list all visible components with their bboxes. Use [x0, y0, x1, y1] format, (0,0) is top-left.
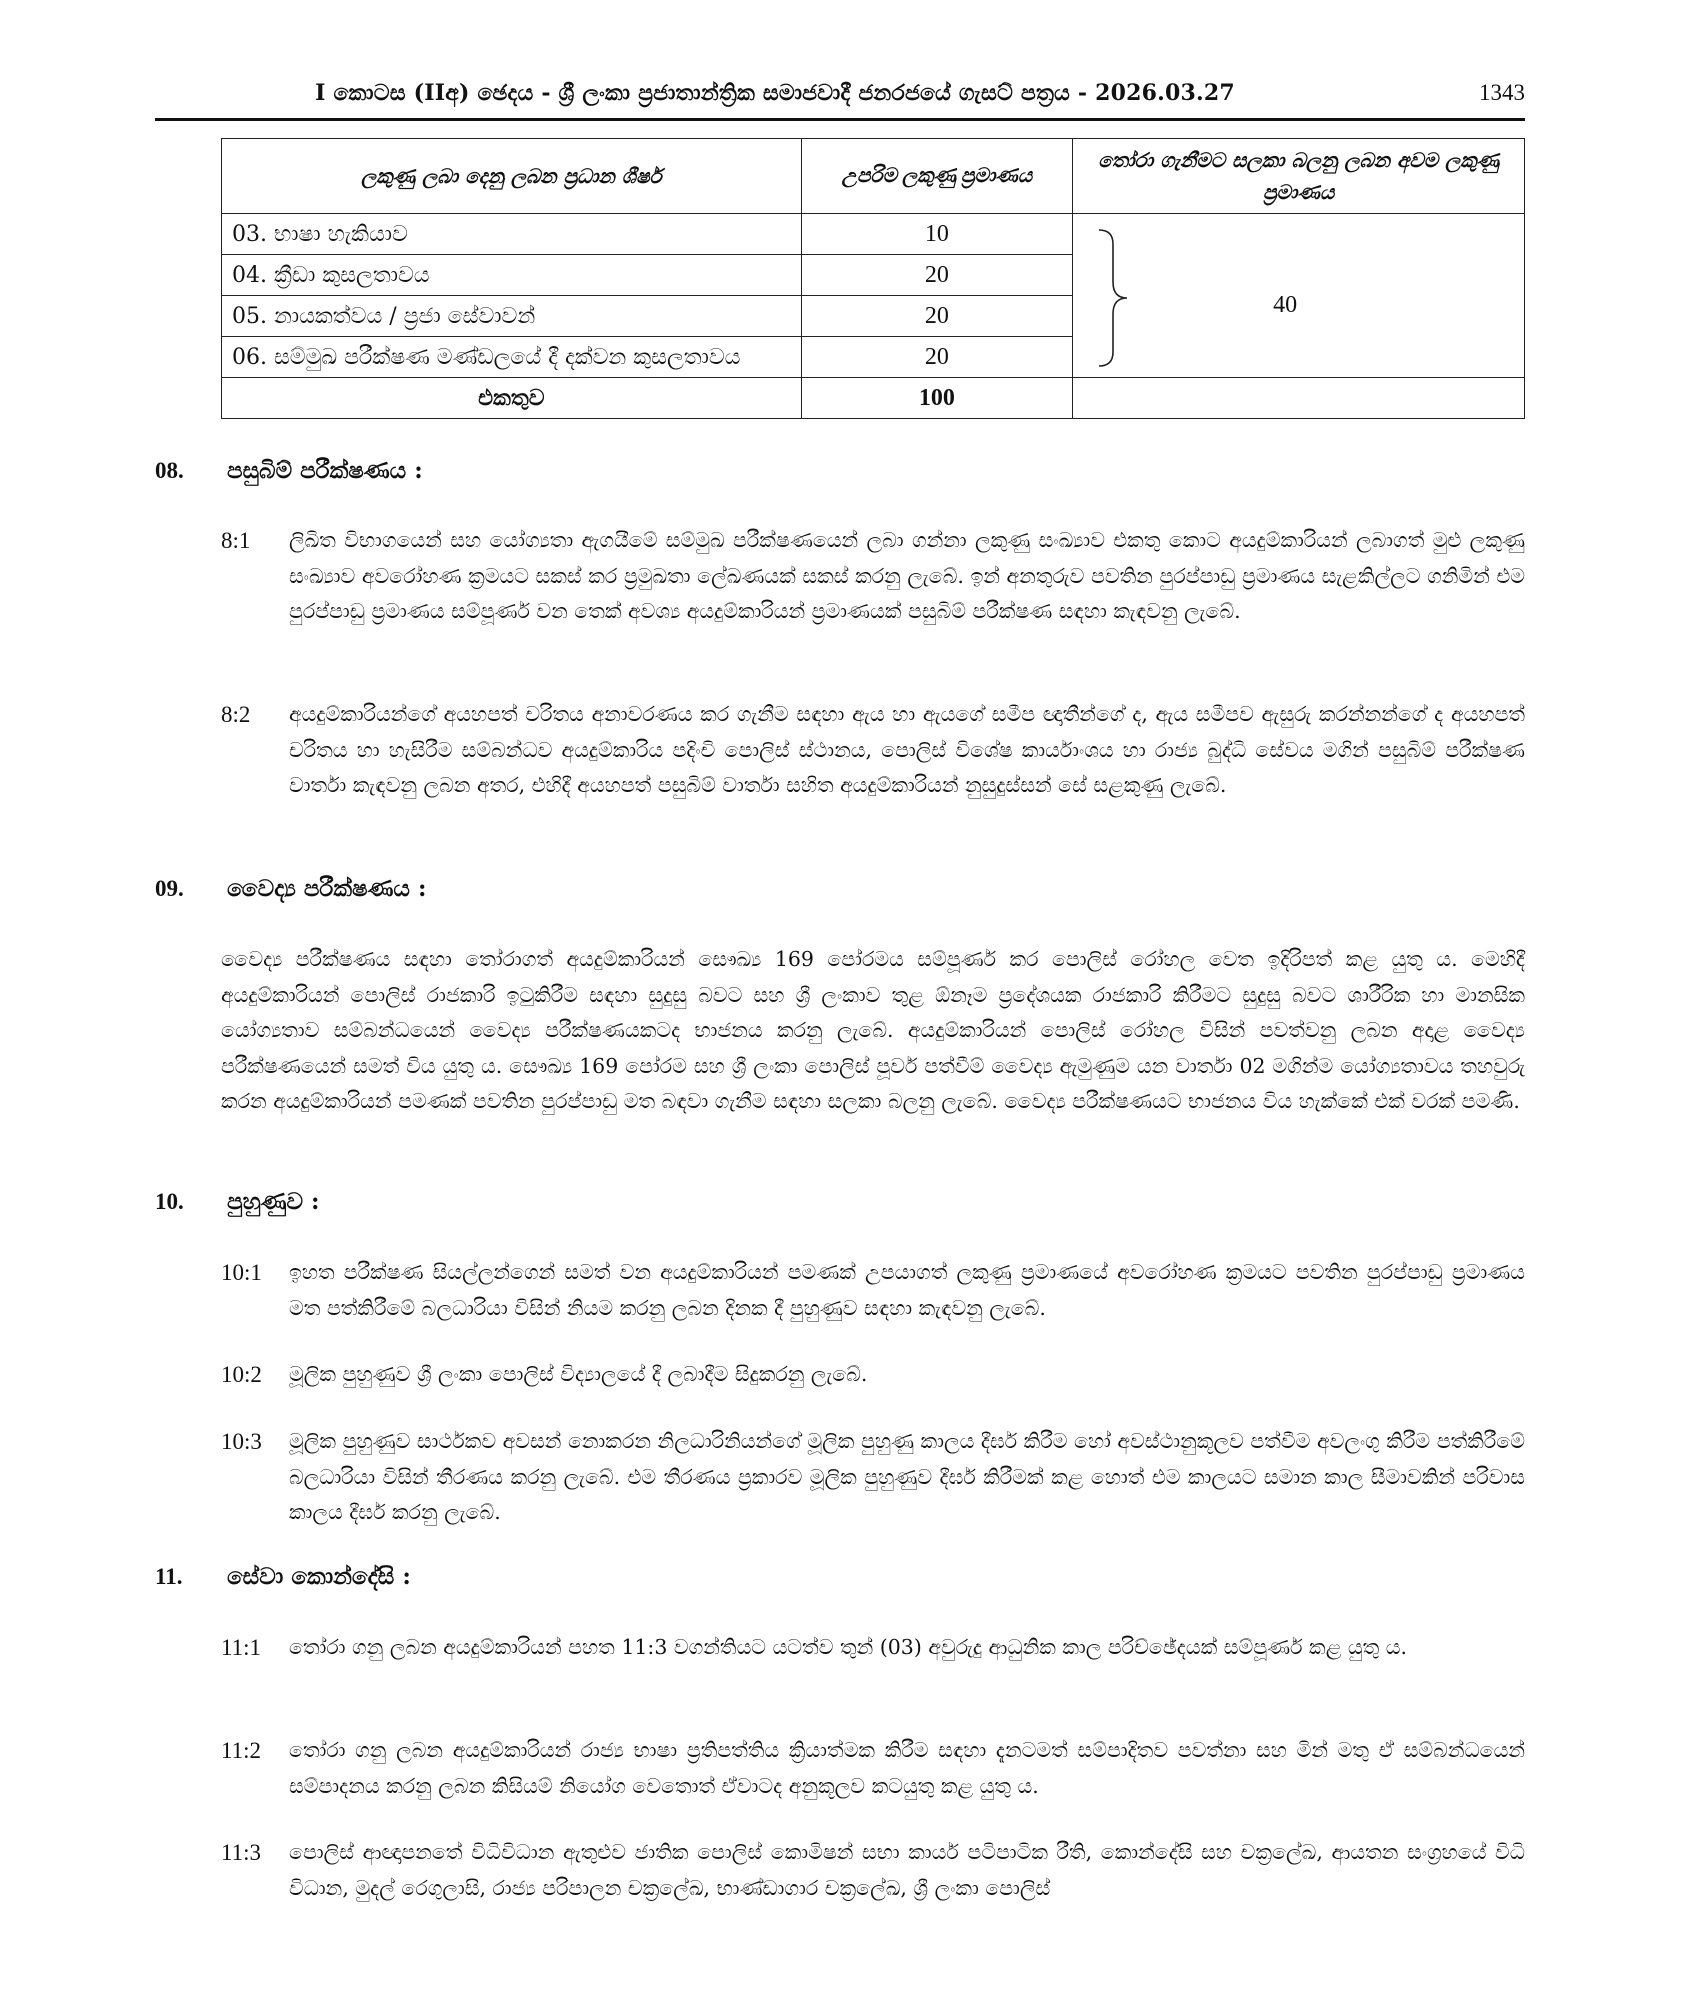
page-number: 1343: [1479, 80, 1525, 105]
row-label: 04. ක්‍රීඩා කුසලතාවය: [222, 255, 802, 296]
clause-text: ඉහත පරීක්ෂණ සියල්ලන්ගෙන් සමත් වන අයදුම්කාරියන් පමණක් උපයාගත් ලකුණු ප්‍රමාණයේ අවරෝහණ ක්‍රමයට පවතින පුරප්පාඩු ප්‍රමාණය මත පත්කිරීමේ බලධාරියා විසින් නියම කරනු ලබන දිනක දී පුහුණුව සඳහා කැඳවනු ලැබේ.: [289, 1260, 1525, 1320]
row-max: 20: [801, 255, 1072, 296]
section-title: පසුබිම් පරීක්ෂණය :: [227, 457, 423, 484]
clause-number: 10:2: [221, 1362, 262, 1387]
section-number: 08.: [155, 458, 184, 483]
col-header-min-marks: තෝරා ගැනීමට සලකා බලනු ලබන අවම ලකුණු ප්‍රමාණය: [1073, 139, 1525, 214]
row-max: 20: [801, 296, 1072, 337]
min-marks-value: 40: [1273, 292, 1298, 318]
section-number: 10.: [155, 1189, 184, 1214]
clause-text: තෝරා ගනු ලබන අයදුම්කාරියන් පහත 11:3 වගන්තියට යටත්ව තුන් (03) අවුරුදු ආධුනික කාල පරිච්ඡේදයක් සම්පූර්ණ කළ යුතු ය.: [289, 1635, 1408, 1659]
section-heading-09: [155, 875, 426, 902]
total-value: 100: [801, 378, 1072, 419]
col-header-criteria: ලකුණු ලබා දෙනු ලබන ප්‍රධාන ශීර්ෂ: [222, 139, 802, 214]
clause-text: අයදුම්කාරියන්ගේ අයහපත් චරිතය අනාවරණය කර ගැනීම සඳහා ඇය හා ඇයගේ සමීප ඥාතීන්ගේ ද, ඇය සමීපව ඇසුරු කරන්නන්ගේ ද අයහපත් චරිතය හා හැසිරීම සම්බන්ධව අයදුම්කාරිය පදිංචි පොලිස් ස්ථානය, පොලිස් විශේෂ කාර්යාංශය හා රාජ්‍ය බුද්ධි සේවය මගින් පසුබිම් පරීක්ෂණ වාර්තා කැඳවනු ලබන අතර, එහිදී අයහපත් පසුබිම් වාර්තා සහිත අයදුම්කාරියන් නුසුදුස්සන් සේ සළකුණු ලැබේ.: [289, 702, 1525, 797]
clause-text: පොලිස් ආඥාපනතේ විධිවිධාන ඇතුළුව ජාතික පොලිස් කොමිෂන් සභා කාර්ය පටිපාටික රීති, කොන්දේසි සහ චක්‍රලේඛ, ආයතන සංග්‍රහයේ විධි විධාන, මුදල් රෙගුලාසි, රාජ්‍ය පරිපාලන චක්‍රලේඛ, භාණ්ඩාගාර චක්‍රලේඛ, ශ්‍රී ලංකා පොලිස්: [289, 1840, 1525, 1900]
clause-10-1: [221, 1255, 1525, 1326]
table-total-row: [222, 378, 1525, 419]
total-label: එකතුව: [222, 378, 802, 419]
clause-number: 8:1: [221, 528, 251, 553]
clause-text: ලිඛිත විභාගයෙන් සහ යෝග්‍යතා ඇගයීමේ සම්මුඛ පරීක්ෂණයෙන් ලබා ගන්නා ලකුණු සංඛ්‍යාව එකතු කොට අයදුම්කාරියන් ලබාගත් මුළු ලකුණු සංඛ්‍යාව අවරෝහණ ක්‍රමයට සකස් කර ප්‍රමුඛතා ලේඛණයක් සකස් කරනු ලැබේ. ඉන් අනතුරුව පවතින පුරප්පාඩු ප්‍රමාණය සැළකිල්ලට ගනිමින් එම පුරප්පාඩු ප්‍රමාණය සම්පූර්ණ වන තෙක් අවශ්‍ය අයදුම්කාරියන් ප්‍රමාණයක් පසුබිම් පරීක්ෂණ සඳහා කැඳවනු ලැබේ.: [289, 528, 1525, 623]
clause-number: 11:3: [221, 1840, 262, 1865]
section-09-paragraph: වෛද්‍ය පරීක්ෂණය සඳහා තෝරාගත් අයදුම්කාරියන් සෞඛ්‍ය 169 පෝරමය සම්පූර්ණ කර පොලිස් රෝහල වෙත ඉදිරිපත් කළ යුතු ය. මෙහිදී අයදුම්කාරියන් පොලිස් රාජකාරි ඉටුකිරීම සඳහා සුදුසු බවට සහ ශ්‍රී ලංකාව තුළ ඕනෑම ප්‍රදේශයක රාජකාරි කිරීමට සුදුසු බවට ශාරීරික හා මානසික යෝග්‍යතාව සම්බන්ධයෙන් වෛද්‍ය පරීක්ෂණයකටද භාජනය කරනු ලැබේ. අයදුම්කාරියන් පොලිස් රෝහල විසින් පවත්වනු ලබන අදාළ වෛද්‍ය පරීක්ෂණයෙන් සමත් විය යුතු ය. සෞඛ්‍ය 169 පෝරම සහ ශ්‍රී ලංකා පොලිස් පූර්ව පත්වීම් වෛද්‍ය ඇමුණුම යන වාර්තා 02 මගින්ම යෝග්‍යතාවය තහවුරු කරන අයදුම්කාරියන් පමණක් පවතින පුරප්පාඩු මත බඳවා ගැනීම සඳහා සලකා බලනු ලැබේ. වෛද්‍ය පරීක්ෂණයට භාජනය විය හැක්කේ එක් වරක් පමණි.: [221, 947, 1525, 1113]
clause-number: 11:1: [221, 1635, 262, 1660]
row-max: 10: [801, 214, 1072, 255]
section-heading-08: [155, 457, 423, 484]
marks-table: [221, 138, 1525, 419]
clause-11-2: [221, 1733, 1525, 1804]
gazette-title: I කොටස (IIඅ) ඡෙදය - ශ්‍රී ලංකා ප්‍රජාතාන්ත්‍රික සමාජවාදී ජනරජයේ ගැසට් පත්‍රය - 2026.03.27: [315, 80, 1235, 106]
table-header-row: [222, 139, 1525, 214]
section-number: 09.: [155, 876, 184, 901]
section-title: වෛද්‍ය පරීක්ෂණය :: [227, 875, 427, 902]
clause-10-2: [221, 1357, 1525, 1393]
clause-11-3: [221, 1835, 1525, 1906]
total-empty-cell: [1073, 378, 1525, 419]
section-title: පුහුණුව :: [227, 1188, 320, 1215]
min-marks-cell: [1073, 214, 1525, 378]
clause-number: 10:1: [221, 1260, 262, 1285]
clause-number: 10:3: [221, 1429, 262, 1454]
clause-8-2: [221, 697, 1525, 804]
row-max: 20: [801, 337, 1072, 378]
table-row: [222, 214, 1525, 255]
section-heading-11: [155, 1563, 411, 1590]
clause-text: තෝරා ගනු ලබන අයදුම්කාරියන් රාජ්‍ය භාෂා ප්‍රතිපත්තිය ක්‍රියාත්මක කිරීම සඳහා දැනටමත් සම්පාදිතව පවත්නා සහ මින් මතු ඒ සම්බන්ධයෙන් සම්පාදනය කරනු ලබන කිසියම් නියෝග වෙතොත් ඒවාටද අනුකූලව කටයුතු කළ යුතු ය.: [289, 1738, 1525, 1798]
brace-icon: [1095, 228, 1135, 368]
clause-11-1: [221, 1630, 1525, 1666]
row-label: 06. සම්මුඛ පරීක්ෂණ මණ්ඩලයේ දී දක්වන කුසලතාවය: [222, 337, 802, 378]
section-title: සේවා කොන්දේසි :: [227, 1563, 411, 1590]
page-header: [155, 78, 1525, 121]
clause-10-3: [221, 1424, 1525, 1531]
clause-number: 8:2: [221, 702, 251, 727]
col-header-max-marks: උපරිම ලකුණු ප්‍රමාණය: [801, 139, 1072, 214]
clause-text: මූලික පුහුණුව සාර්ථකව අවසන් නොකරන නිලධාරිනියන්ගේ මූලික පුහුණු කාලය දීර්ඝ කිරීම හෝ අවස්ථානුකූලව පත්වීම අවලංගු කිරීම පත්කිරීමේ බලධාරියා විසින් තීරණය කරනු ලැබේ. එම තීරණය ප්‍රකාරව මූලික පුහුණුව දීර්ඝ කිරීමක් කළ හොත් එම කාලයට සමාන කාල සීමාවකින් පරිවාස කාලය දීර්ඝ කරනු ලැබේ.: [289, 1429, 1525, 1524]
row-label: 05. නායකත්වය / ප්‍රජා සේවාවන්: [222, 296, 802, 337]
clause-text: මූලික පුහුණුව ශ්‍රී ලංකා පොලිස් විද්‍යාලයේ දී ලබාදීම සිදුකරනු ලැබේ.: [289, 1362, 868, 1386]
clause-number: 11:2: [221, 1738, 262, 1763]
clause-8-1: [221, 523, 1525, 630]
section-heading-10: [155, 1188, 320, 1215]
row-label: 03. භාෂා හැකියාව: [222, 214, 802, 255]
section-number: 11.: [155, 1564, 183, 1589]
